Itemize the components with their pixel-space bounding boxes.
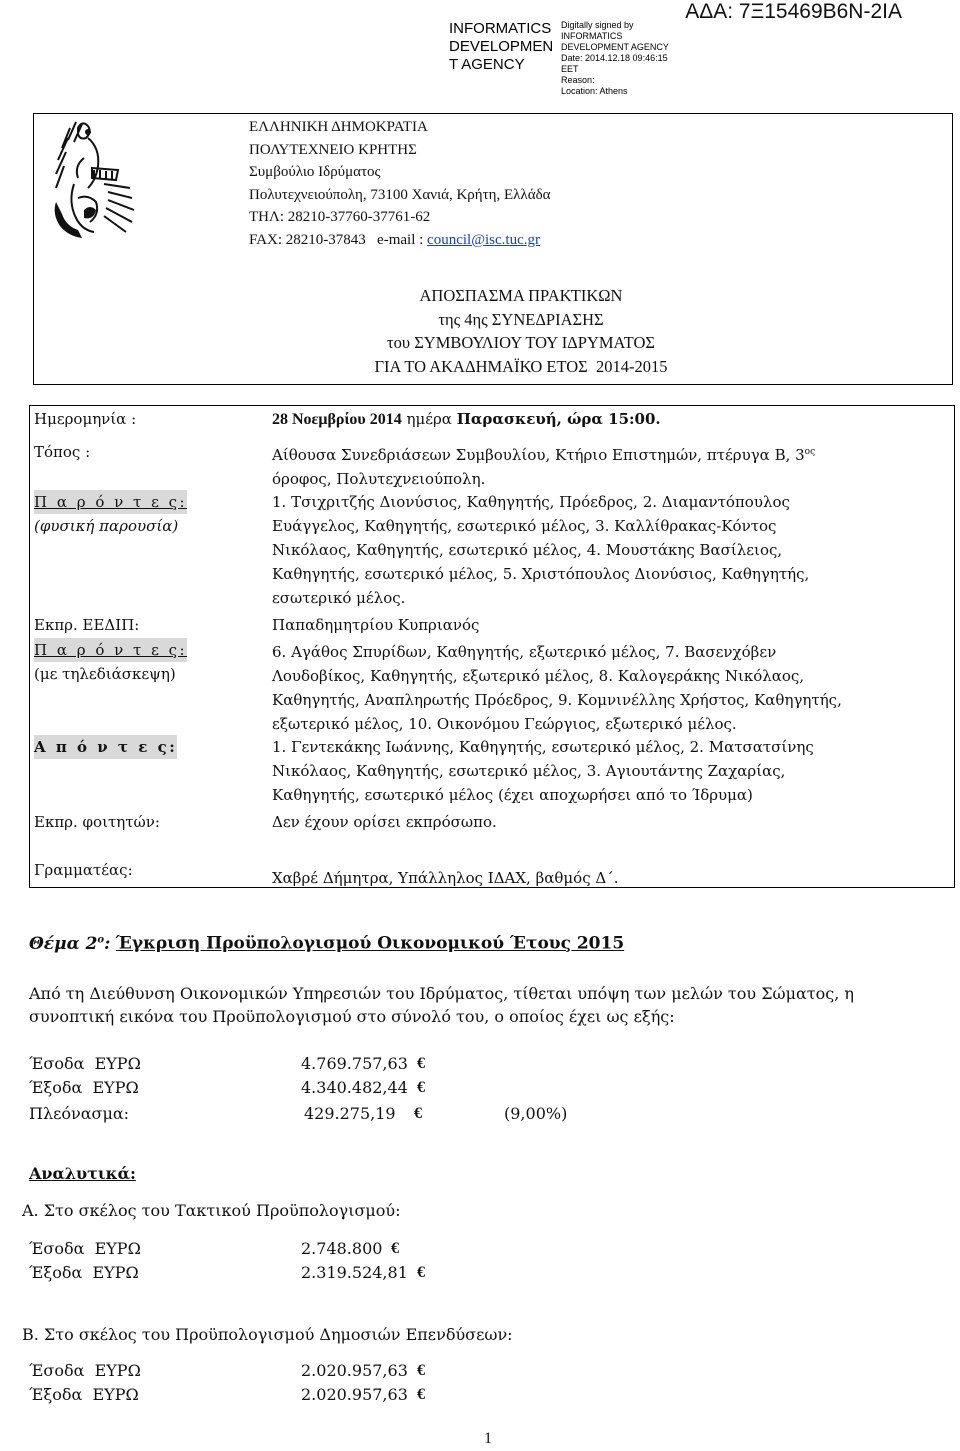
eedip-value: Παπαδημητρίου Κυπριανός (272, 616, 480, 634)
date-value: 28 Νοεμβρίου 2014 ημέρα Παρασκευή, ώρα 15:00. (272, 410, 661, 428)
euro-icon: € (417, 1055, 425, 1072)
present-remote-label: Π α ρ ό ν τ ε ς: (με τηλεδιάσκεψη) (34, 638, 187, 686)
details-heading: Αναλυτικά: (29, 1164, 136, 1183)
eedip-label: Εκπρ. ΕΕΔΙΠ: (34, 616, 140, 634)
euro-icon: € (414, 1105, 422, 1122)
university-logo-icon (48, 118, 138, 244)
topic-title: Έγκριση Προϋπολογισμού Οικονομικού Έτους 2015 (115, 933, 625, 954)
signer-name: INFORMATICS DEVELOPMEN T AGENCY (449, 20, 554, 73)
university-line: ΠΟΛΥΤΕΧΝΕΙΟ ΚΡΗΤΗΣ (249, 141, 417, 158)
surplus-percent: (9,00%) (504, 1104, 568, 1123)
signature-details: Digitally signed by INFORMATICS DEVELOPMENT AGENCY Date: 2014.12.18 09:46:15 EET Reason: Location: Athens (561, 20, 669, 96)
fax-line: FAX: 28210-37843 e-mail : council@isc.tuc.gr (249, 231, 540, 248)
absent-label: Α π ό ν τ ε ς: (34, 735, 177, 759)
absent-members: 1. Γεντεκάκης Ιωάννης, Καθηγητής, εσωτερικό μέλος, 2. Ματσατσίνης Νικόλαος, Καθηγητής, εσωτερικό μέλος, 3. Αγιουτάντης Ζαχαρίας, Καθηγητής, εσωτερικό μέλος (έχει αποχωρήσει από το Ίδρυμα) (272, 738, 814, 804)
present-label: Π α ρ ό ν τ ε ς: (φυσική παρουσία) (34, 490, 187, 538)
section-b-title: Β. Στο σκέλος του Προϋπολογισμού Δημοσιών Επενδύσεων: (22, 1325, 513, 1344)
students-value: Δεν έχουν ορίσει εκπρόσωπο. (272, 813, 497, 831)
ada-code: ΑΔΑ: 7Ξ15469Β6Ν-2ΙΑ (685, 0, 902, 23)
place-label: Τόπος : (34, 443, 91, 461)
date-label: Ημερομηνία : (34, 410, 137, 428)
euro-icon: € (391, 1240, 399, 1257)
secretary-value: Χαβρέ Δήμητρα, Υπάλληλος ΙΔΑΧ, βαθμός Δ΄. (272, 869, 619, 887)
email-link[interactable]: council@isc.tuc.gr (427, 231, 540, 248)
document-title: ΑΠΟΣΠΑΣΜΑ ΠΡΑΚΤΙΚΩΝ της 4ης ΣΥΝΕΔΡΙΑΣΗΣ του ΣΥΜΒΟΥΛΙΟΥ ΤΟΥ ΙΔΡΥΜΑΤΟΣ ΓΙΑ ΤΟ ΑΚΑΔΗΜΑΪΚΟ ΕΤΟΣ 2014-2015 (374, 286, 668, 376)
phone-line: ΤΗΛ: 28210-37760-37761-62 (249, 209, 431, 226)
euro-icon: € (417, 1386, 425, 1403)
topic-heading: Θέμα $2^o$: Έγκριση Προϋπολογισμού Οικονομικού Έτους 2015 (29, 933, 625, 954)
euro-icon: € (417, 1362, 425, 1379)
students-label: Εκπρ. φοιτητών: (34, 813, 160, 831)
euro-icon: € (417, 1264, 425, 1281)
euro-icon: € (417, 1079, 425, 1096)
section-a-title: Α. Στο σκέλος του Τακτικού Προϋπολογισμού: (22, 1201, 401, 1220)
present-remote-members: 6. Αγάθος Σπυρίδων, Καθηγητής, εξωτερικό μέλος, 7. Βασενχόβεν Λουδοβίκος, Καθηγητής, εξωτερικό μέλος, 8. Καλογεράκης Νικόλαος, Καθηγητής, Αναπληρωτής Πρόεδρος, 9. Κομνινέλλης Χρήστος, Καθηγητής, εξωτερικό μέλος, 10. Οικονόμου Γεώργιος, εξωτερικό μέλος. (272, 643, 842, 733)
intro-paragraph: Από τη Διεύθυνση Οικονομικών Υπηρεσιών του Ιδρύματος, τίθεται υπόψη των μελών του Σώματος, η συνοπτική εικόνα του Προϋπολογισμού στο σύνολό του, ο οποίος έχει ως εξής: (29, 984, 854, 1026)
place-value: Αίθουσα Συνεδριάσεων Συμβουλίου, Κτήριο Επιστημών, πτέρυγα Β, $3^{o\varsigma}$ όροφος, Πολυτεχνειούπολη. (272, 446, 816, 488)
page-number: 1 (484, 1430, 492, 1447)
council-line: Συμβούλιο Ιδρύματος (249, 164, 381, 181)
secretary-label: Γραμματέας: (34, 861, 133, 879)
address-line: Πολυτεχνειούπολη, 73100 Χανιά, Κρήτη, Ελλάδα (249, 186, 551, 203)
present-members: 1. Τσιχριτζής Διονύσιος, Καθηγητής, Πρόεδρος, 2. Διαμαντόπουλος Ευάγγελος, Καθηγητής, εσωτερικό μέλος, 3. Καλλίθρακας-Κόντος Νικόλαος, Καθηγητής, εσωτερικό μέλος, 4. Μουστάκης Βασίλειος, Καθηγητής, εσωτερικό μέλος, 5. Χριστόπουλος Διονύσιος, Καθηγητής, εσωτερικό μέλος. (272, 493, 810, 607)
institution-header (249, 116, 551, 252)
country-line: ΕΛΛΗΝΙΚΗ ΔΗΜΟΚΡΑΤΙΑ (249, 119, 428, 135)
